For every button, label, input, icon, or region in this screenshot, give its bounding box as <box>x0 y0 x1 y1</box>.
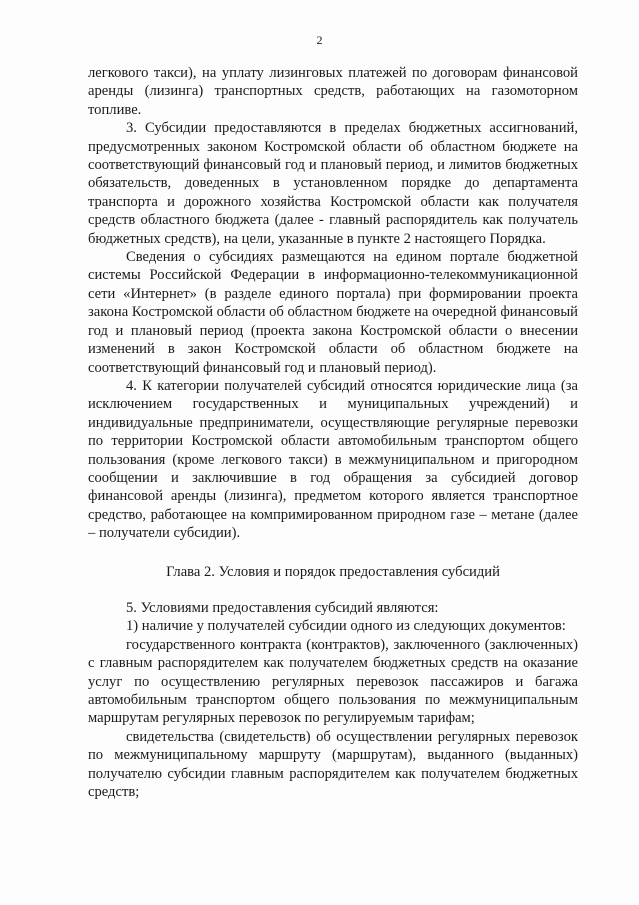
chapter-heading: Глава 2. Условия и порядок предоставления субсидий <box>166 563 500 580</box>
page-number: 2 <box>316 33 323 47</box>
paragraph-state-contract: государственного контракта (контрактов), заключенного (заключенных) с главным распорядителем как получателем бюджетных средств на оказание услуг по осуществлению регулярных перевозок пассажиров и багажа автомобильным транспортом общего пользования по межмуниципальным маршрутам регулярных перевозок по регулируемым тарифам; <box>88 636 578 727</box>
paragraph-item-4: 4. К категории получателей субсидий относятся юридические лица (за исключением государственных и муниципальных учреждений) и индивидуальные предприниматели, осуществляющие регулярные перевозки по территории Костромской области автомобильным транспортом общего пользования (кроме легкового такси) в межмуниципальном и пригородном сообщении и заключившие в год обращения за субсидией договор финансовой аренды (лизинга), предметом которого является транспортное средство, работающее на компримированном природном газе – метане (далее – получатели субсидии). <box>88 377 578 542</box>
paragraph-continuation: легкового такси), на уплату лизинговых платежей по договорам финансовой аренды (лизинга) транспортных средств, работающих на газомоторном топливе. <box>88 65 578 118</box>
paragraph-item-3: 3. Субсидии предоставляются в пределах бюджетных ассигнований, предусмотренных законом Костромской области об областном бюджете на соответствующий финансовый год и плановый период, и лимитов бюджетных обязательств, доведенных в установленном порядке до департамента транспорта и дорожного хозяйства Костромской области как получателя средств областного бюджета (далее - главный распорядитель как получатель бюджетных средств), на цели, указанные в пункте 2 настоящего Порядка. <box>88 120 578 247</box>
document-body <box>88 64 578 801</box>
paragraph-certificate: свидетельства (свидетельств) об осуществлении регулярных перевозок по межмуниципальному маршруту (маршрутам), выданного (выданных) получателю субсидии главным распорядителем как получателем бюджетных средств; <box>88 728 578 801</box>
paragraph-item-5: 5. Условиями предоставления субсидий являются: <box>126 599 439 616</box>
paragraph-subitem-1: 1) наличие у получателей субсидии одного из следующих документов: <box>126 618 566 635</box>
paragraph-subsidy-info: Сведения о субсидиях размещаются на едином портале бюджетной системы Российской Федерации в информационно-телекоммуникационной сети «Интернет» (в разделе единого портала) при формировании проекта закона Костромской области об областном бюджете на очередной финансовый год и плановый период (проекта закона Костромской области о внесении изменений в закон Костромской области об областном бюджете на соответствующий финансовый год и плановый период). <box>88 249 578 376</box>
